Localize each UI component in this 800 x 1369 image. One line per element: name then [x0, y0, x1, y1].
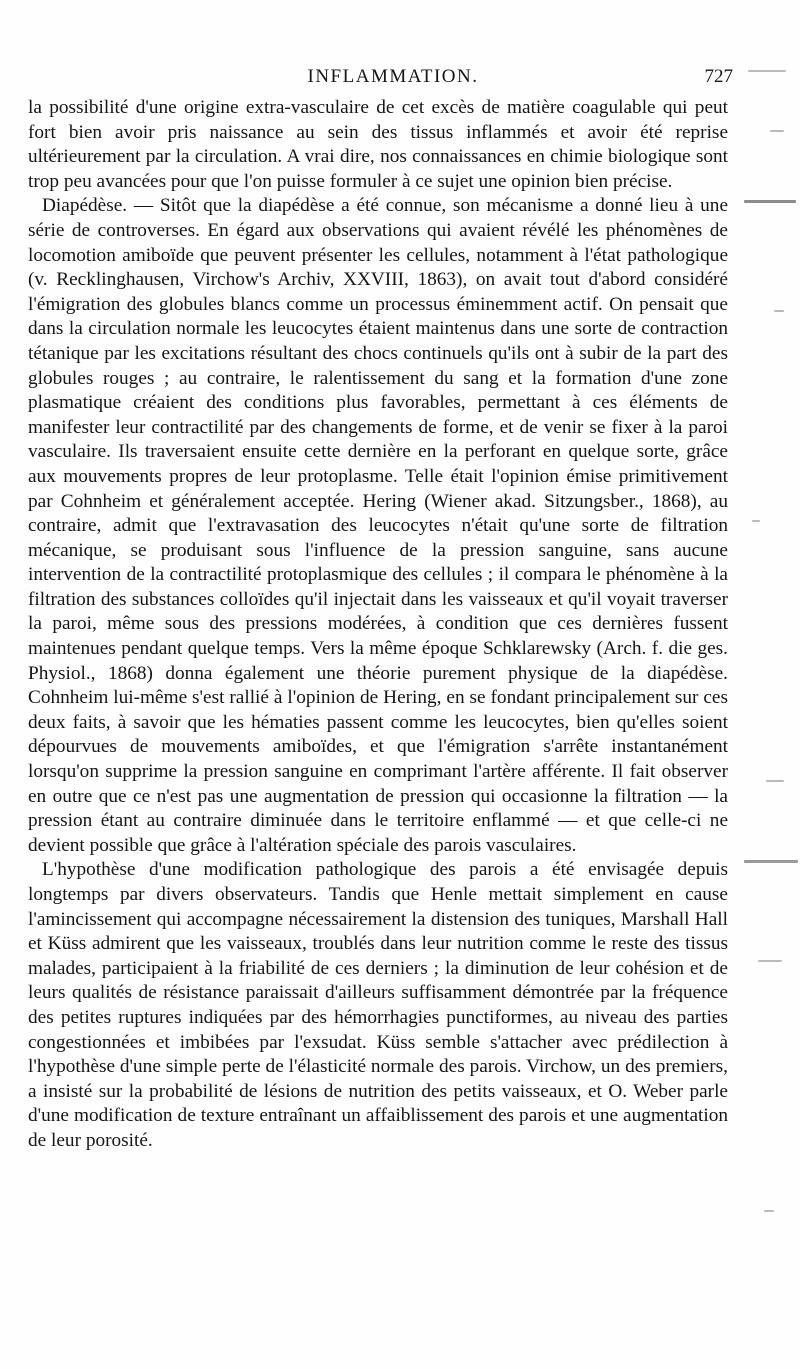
running-title: INFLAMMATION.: [307, 66, 479, 87]
page-header: [33, 66, 753, 94]
body-text: [28, 96, 728, 1154]
paragraph-diapedese: Diapédèse. — Sitôt que la diapédèse a été connue, son mécanisme a donné lieu à une série de controverses. En égard aux observations qui avaient révélé les phénomènes de locomotion amiboïde que peuvent présenter les cellules, notamment à l'état pathologique (v. Recklinghausen, Virchow's Archiv, XXVIII, 1863), on avait tout d'abord considéré l'émigration des globules blancs comme un processus éminemment actif. On pensait que dans la circulation normale les leucocytes étaient maintenus dans une sorte de contraction tétanique par les excitations résultant des chocs continuels qu'ils ont à subir de la part des globules rouges ; au contraire, le ralentissement du sang et la formation d'une zone plasmatique créaient des conditions plus favorables, permettant à ces éléments de manifester leur contractilité par des changements de forme, et de venir se fixer à la paroi vasculaire. Ils traversaient ensuite cette dernière en la perforant en quelque sorte, grâce aux mouvements propres de leur protoplasme. Telle était l'opinion émise primitivement par Cohnheim et généralement acceptée. Hering (Wiener akad. Sitzungsber., 1868), au contraire, admit que l'extravasation des leucocytes n'était qu'une sorte de filtration mécanique, se produisant sous l'influence de la pression sanguine, sans aucune intervention de la contractilité protoplasmique des cellules ; il compara le phénomène à la filtration des substances colloïdes qu'il injectait dans les vaisseaux et qu'il voyait traverser la paroi, même sous des pressions modérées, à condition que ces dernières fussent maintenues pendant quelque temps. Vers la même époque Schklarewsky (Arch. f. die ges. Physiol., 1868) donna également une théorie purement physique de la diapédèse. Cohnheim lui-même s'est rallié à l'opinion de Hering, en se fondant principalement sur ces deux faits, à savoir que les hématies passent comme les leucocytes, bien qu'elles soient dépourvues de mouvements amiboïdes, et que l'émigration s'arrête instantanément lorsqu'on supprime la pression sanguine en comprimant l'artère afférente. Il fait observer en outre que ce n'est pas une augmentation de pression qui occasionne la filtration — la pression étant au contraire diminuée dans le territoire enflammé — et que celle-ci ne devient possible que grâce à l'altération spéciale des parois vasculaires.: [28, 195, 728, 856]
page-number: 727: [704, 66, 733, 87]
paragraph-coagulable-matter: la possibilité d'une origine extra-vasculaire de cet excès de matière coagulable qui peut fort bien avoir pris naissance au sein des tissus inflammés et avoir été reprise ultérieurement par la circulation. A vrai dire, nos connaissances en chimie biologique sont trop peu avancées pour que l'on puisse formuler à ce sujet une opinion bien précise.: [28, 97, 728, 192]
margin-show-through-marks: [740, 60, 800, 1240]
paragraph-vessel-walls: L'hypothèse d'une modification pathologique des parois a été envisagée depuis longtemps par divers observateurs. Tandis que Henle mettait simplement en cause l'amincissement qui accompagne nécessairement la distension des tuniques, Marshall Hall et Küss admirent que les vaisseaux, troublés dans leur nutrition comme le reste des tissus malades, participaient à la friabilité de ces derniers ; la diminution de leur cohésion et de leurs qualités de résistance paraissait d'ailleurs suffisamment démontrée par la fréquence des petites ruptures indiquées par des hémorrhagies punctiformes, au niveau des parties congestionnées et imbibées par l'exsudat. Küss semble s'attacher avec prédilection à l'hypothèse d'une simple perte de l'élasticité normale des parois. Virchow, un des premiers, a insisté sur la probabilité de lésions de nutrition des petits vaisseaux, et O. Weber parle d'une modification de texture entraînant un affaiblissement des parois et une augmentation de leur porosité.: [28, 859, 728, 1151]
